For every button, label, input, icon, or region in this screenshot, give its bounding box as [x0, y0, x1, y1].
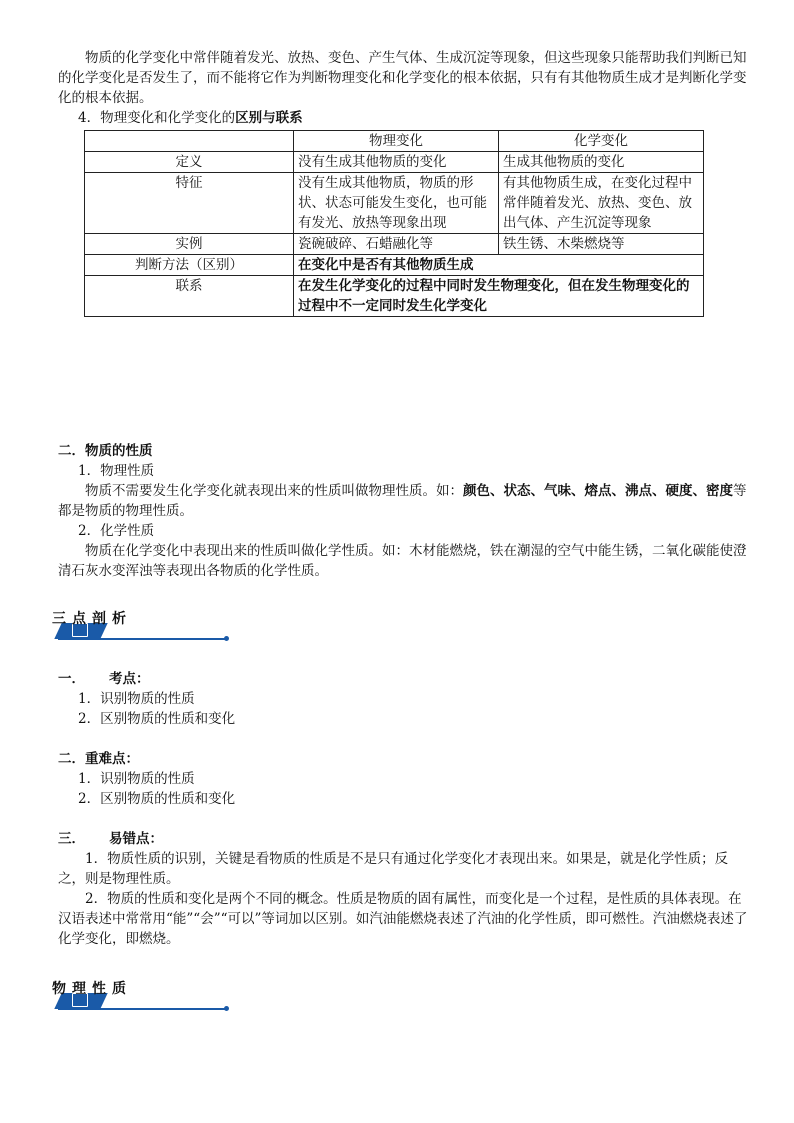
- table-header-cell: [85, 131, 294, 152]
- spacer: [58, 581, 748, 609]
- error-prone-paragraph: 2．物质的性质和变化是两个不同的概念。性质是物质的固有属性，而变化是一个过程，是性质的具体表现。在汉语表述中常常用“能”“会”“可以”等词加以区别。如汽油能燃烧表述了汽油的化学性质，即可燃性。汽油燃烧表述了化学变化，即燃烧。: [58, 891, 748, 947]
- table-header-cell: 物理变化: [294, 131, 499, 152]
- row-label: 定义: [85, 152, 294, 173]
- method-cell: 在变化中是否有其他物质生成: [294, 255, 704, 276]
- chemical-cell: 有其他物质生成，在变化过程中常伴随着发光、放热、变色、放出气体、产生沉淀等现象: [499, 173, 704, 234]
- section-banner-physical: [52, 979, 232, 1009]
- intro-paragraph: 物质的化学变化中常伴随着发光、放热、变色、产生气体、生成沉淀等现象，但这些现象只能帮助我们判断已知的化学变化是否发生了，而不能将它作为判断物理变化和化学变化的根本依据，只有有其他物质生成才是判断化学变化的根本依据。: [58, 50, 747, 106]
- table-row-link: [85, 276, 704, 317]
- physical-cell: 瓷碗破碎、石蜡融化等: [294, 234, 499, 255]
- chemical-cell: 铁生锈、木柴燃烧等: [499, 234, 704, 255]
- comparison-table: [84, 130, 704, 317]
- physical-cell: 没有生成其他物质，物质的形状、状态可能发生变化，也可能有发光、放热等现象出现: [294, 173, 499, 234]
- row-label: 特征: [85, 173, 294, 234]
- spacer: [58, 809, 748, 829]
- spacer: [58, 729, 748, 749]
- table-row-method: [85, 255, 704, 276]
- subheading: 1．物理性质: [78, 463, 155, 479]
- list-item: 1．识别物质的性质: [78, 691, 195, 707]
- physical-property-paragraph: 物质不需要发生化学变化就表现出来的性质叫做物理性质。如：颜色、状态、气味、熔点、沸点、硬度、密度等都是物质的物理性质。: [58, 483, 747, 519]
- list-item: 2．区别物质的性质和变化: [78, 791, 236, 807]
- physical-cell: 没有生成其他物质的变化: [294, 152, 499, 173]
- table-row: [85, 152, 704, 173]
- banner-dot: [224, 636, 229, 641]
- chemical-property-paragraph: 物质在化学变化中表现出来的性质叫做化学性质。如：木材能燃烧，铁在潮湿的空气中能生锈，二氧化碳能使澄清石灰水变浑浊等表现出各物质的化学性质。: [58, 543, 747, 579]
- list-item: 1．识别物质的性质: [78, 771, 195, 787]
- row-label: 联系: [85, 276, 294, 317]
- key-difficulties-title: 二．重难点：: [58, 751, 139, 767]
- banner-underline: [58, 1008, 228, 1010]
- spacer: [58, 639, 748, 669]
- banner-dot: [224, 1006, 229, 1011]
- row-label: 实例: [85, 234, 294, 255]
- error-prone-paragraph: 1．物质性质的识别，关键是看物质的性质是不是只有通过化学变化才表现出来。如果是，就是化学性质；反之，则是物理性质。: [58, 851, 729, 887]
- spacer: [58, 317, 748, 441]
- section-title: 二．物质的性质: [58, 443, 153, 459]
- list-item: 2．区别物质的性质和变化: [78, 711, 236, 727]
- table-row: [85, 173, 704, 234]
- table-row: [85, 234, 704, 255]
- spacer: [58, 949, 748, 979]
- row-label: 判断方法（区别）: [85, 255, 294, 276]
- page: [52, 48, 748, 1009]
- item-4-heading: 4．物理变化和化学变化的区别与联系: [78, 110, 303, 126]
- subheading: 2．化学性质: [78, 523, 155, 539]
- table-header-row: [85, 131, 704, 152]
- link-cell: 在发生化学变化的过程中同时发生物理变化，但在发生物理变化的过程中不一定同时发生化学变化: [294, 276, 704, 317]
- table-header-cell: 化学变化: [499, 131, 704, 152]
- banner-underline: [58, 638, 228, 640]
- chemical-cell: 生成其他物质的变化: [499, 152, 704, 173]
- section-banner-analysis: [52, 609, 232, 639]
- banner-label: 三点剖析: [52, 611, 132, 627]
- banner-label: 物理性质: [52, 981, 132, 997]
- error-prone-title: 三． 易错点：: [58, 831, 163, 847]
- exam-points-title: 一． 考点：: [58, 671, 150, 687]
